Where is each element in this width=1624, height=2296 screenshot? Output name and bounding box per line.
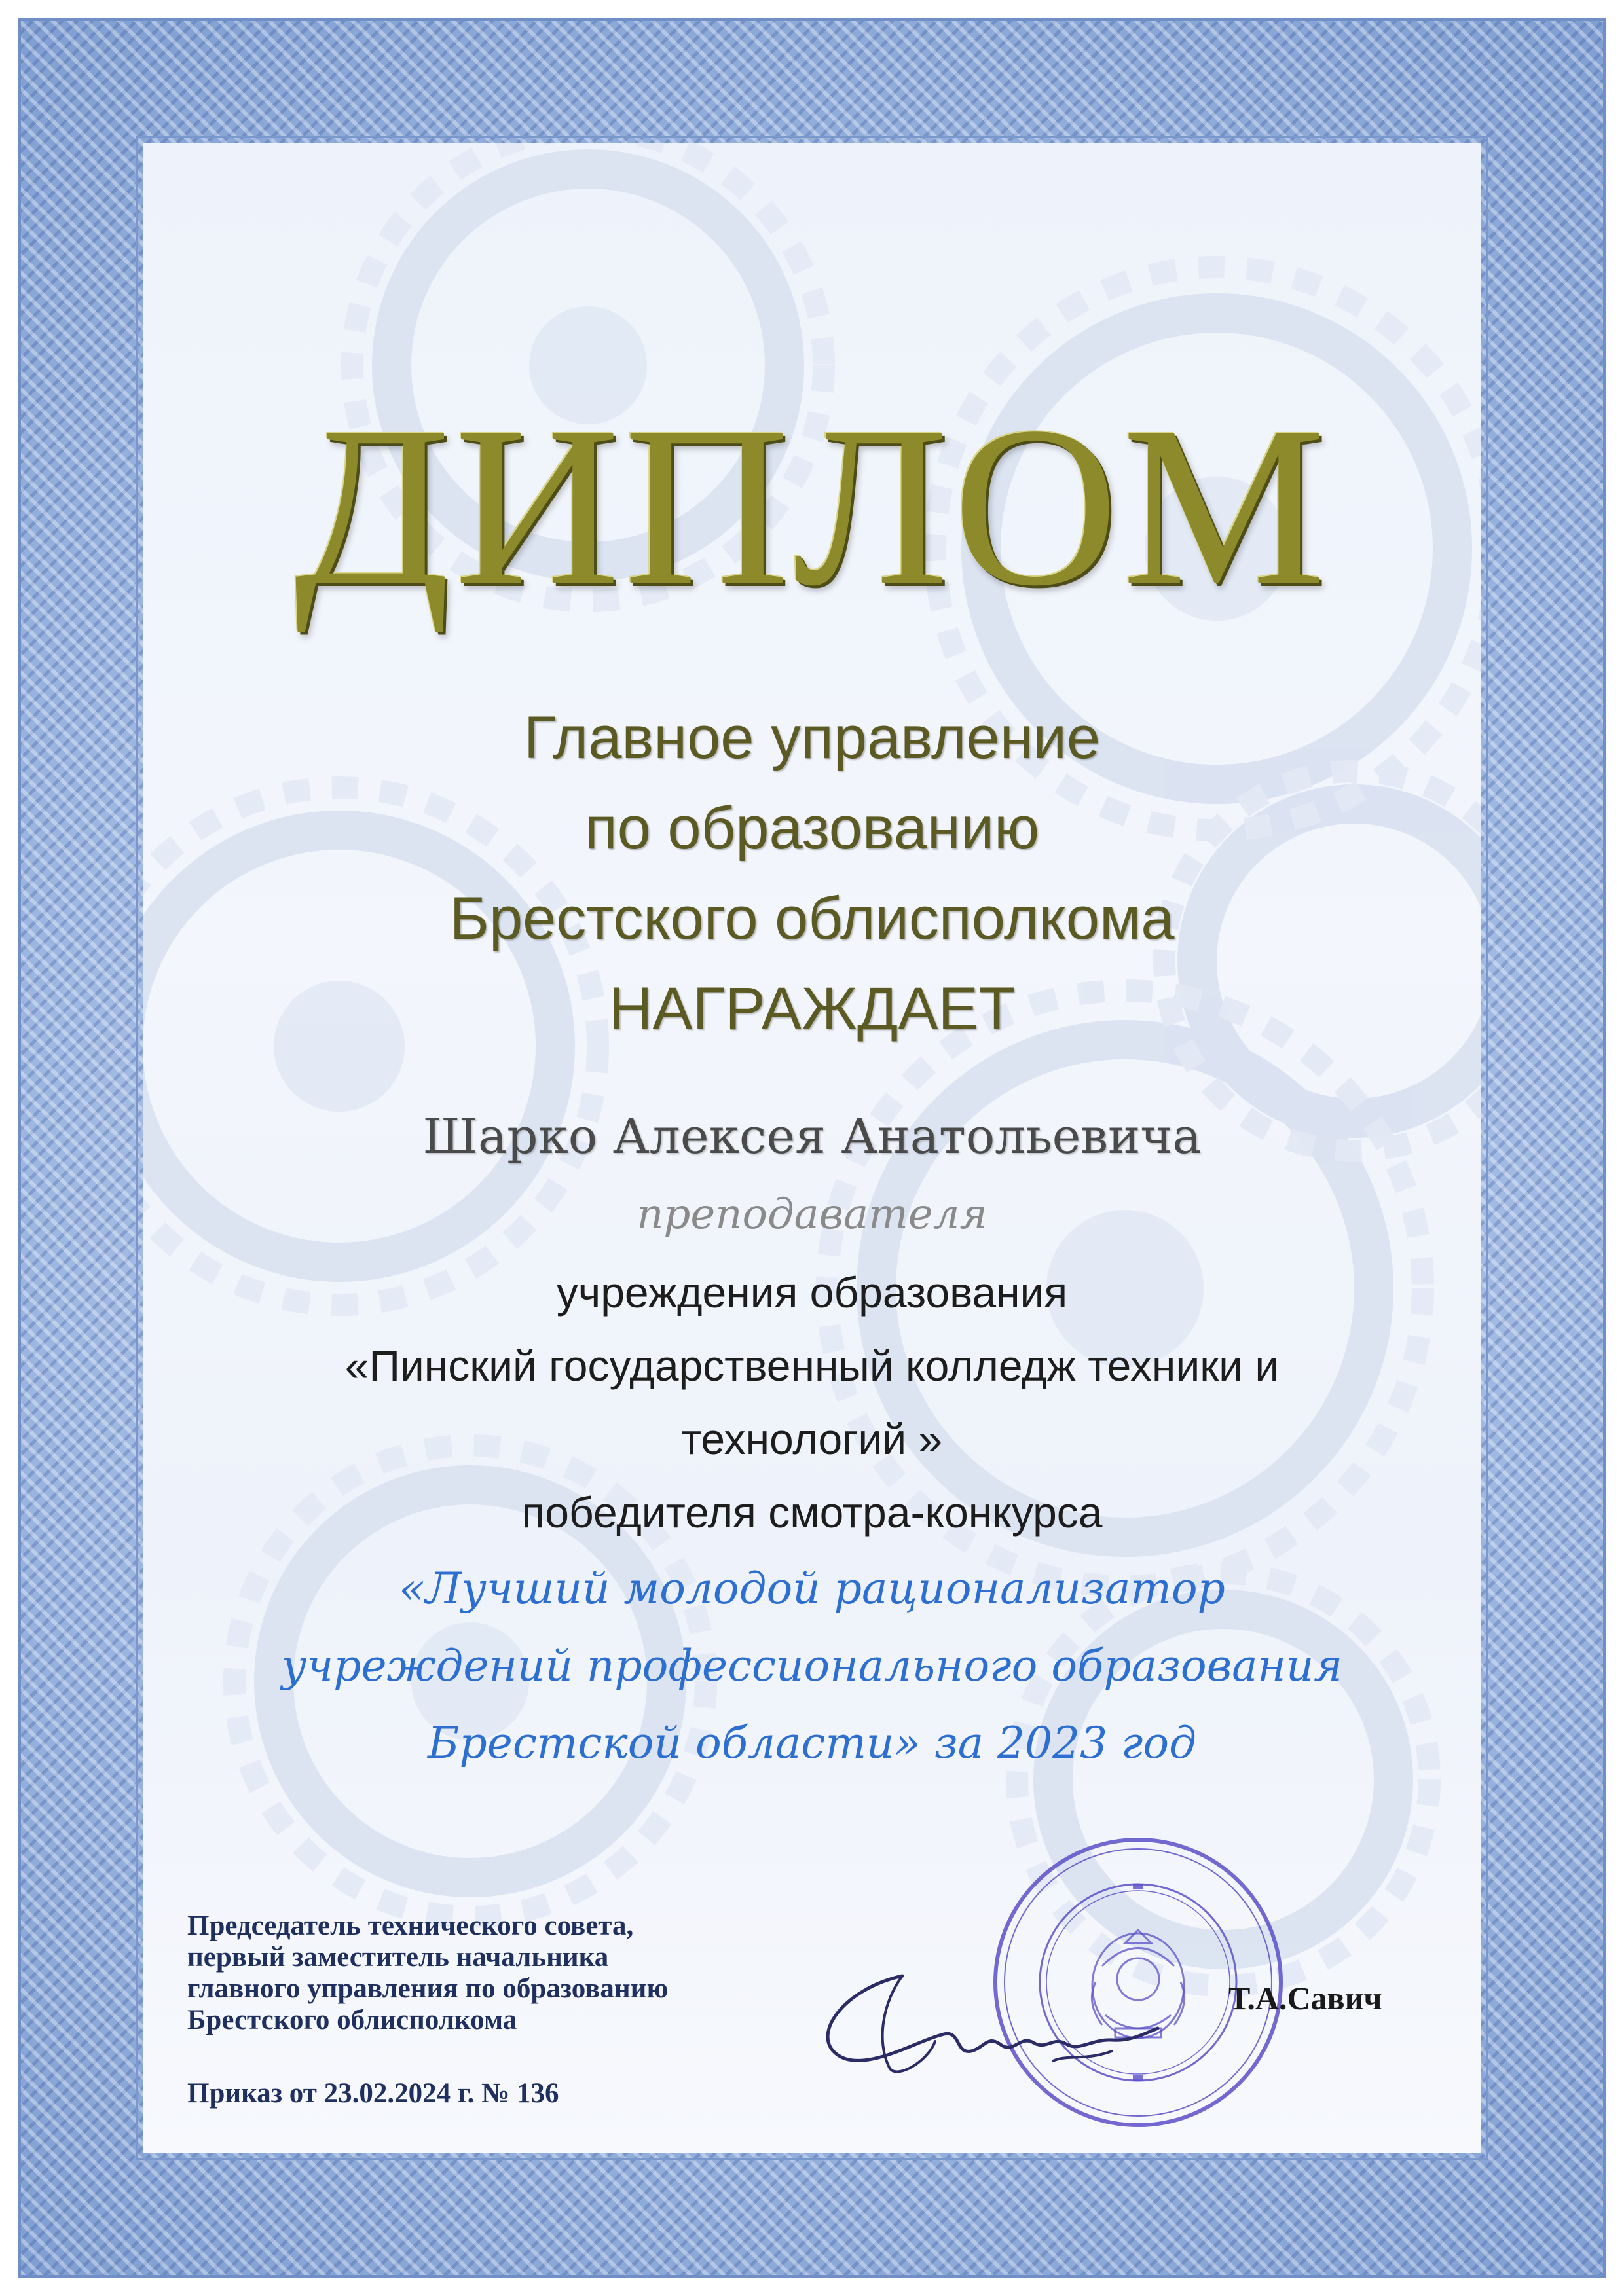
issuing-organization	[143, 693, 1481, 1054]
contest-title	[143, 1550, 1481, 1782]
institution-line: технологий »	[681, 1415, 943, 1463]
contest-line: Брестской области» за 2023 год	[428, 1718, 1196, 1768]
institution-line: учреждения образования	[556, 1268, 1068, 1317]
institution-block	[143, 1256, 1481, 1549]
organization-line: Брестского облисполкома	[449, 885, 1175, 952]
signer-name: Т.А.Савич	[1228, 1980, 1382, 2016]
recipient-position: преподавателя	[637, 1190, 987, 1239]
signer-line: первый заместитель начальника	[187, 1942, 609, 1973]
signer-title	[187, 1910, 842, 2036]
signer-line: Председатель технического совета,	[187, 1910, 634, 1941]
order-reference: Приказ от 23.02.2024 г. № 136	[187, 2078, 559, 2109]
recipient-name: Шарко Алексея Анатольевича	[422, 1108, 1202, 1165]
awards-line: НАГРАЖДАЕТ	[608, 975, 1016, 1042]
diploma-title: ДИПЛОМ	[294, 379, 1330, 633]
organization-line: по образованию	[584, 795, 1040, 862]
organization-line: Главное управление	[523, 704, 1101, 771]
contest-line: учреждений профессионального образования	[281, 1641, 1343, 1691]
diploma-paper	[143, 143, 1481, 2153]
contest-line: «Лучший молодой рационализатор	[399, 1563, 1225, 1614]
institution-line: «Пинский государственный колледж техники и	[344, 1341, 1280, 1390]
handwritten-signature	[804, 1963, 1171, 2107]
winner-line: победителя смотра-конкурса	[521, 1488, 1103, 1537]
signer-line: главного управления по образованию	[187, 1973, 669, 2004]
signer-line: Брестского облисполкома	[187, 2005, 517, 2035]
